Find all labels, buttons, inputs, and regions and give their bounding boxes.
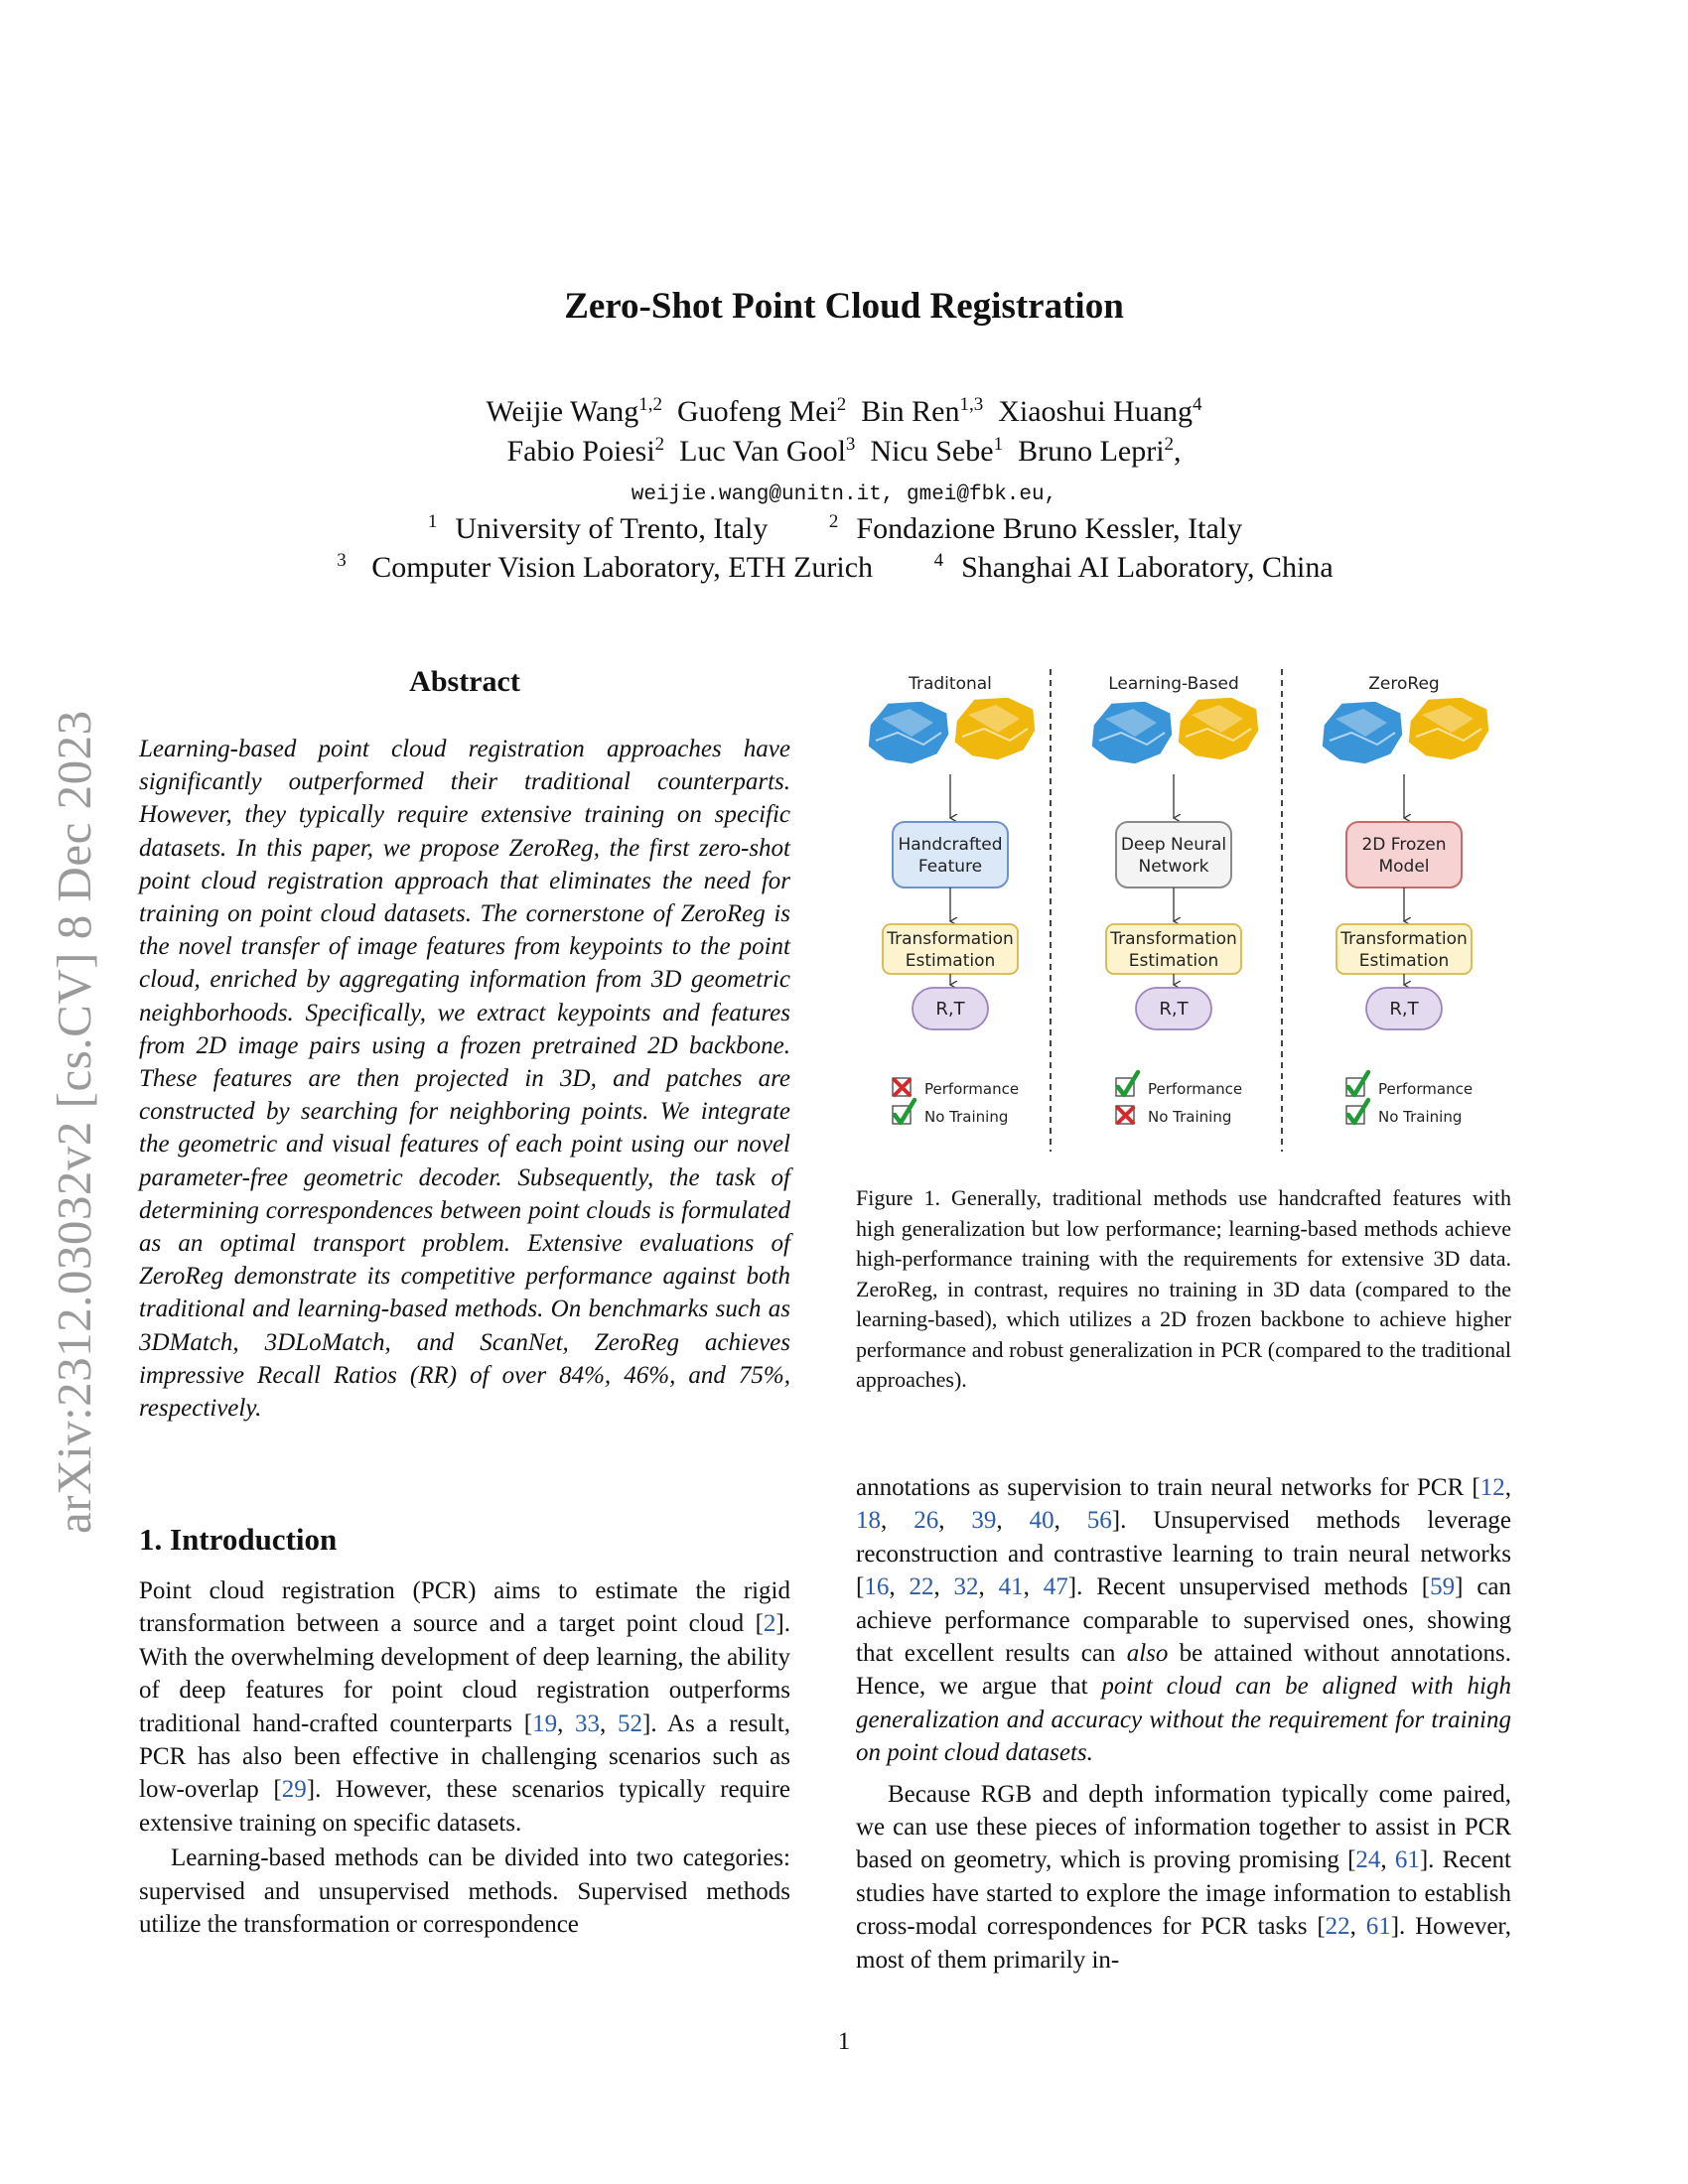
figure-1-diagram [856, 665, 1511, 1163]
affiliation: $^1$ University of Trento, Italy [427, 511, 769, 545]
author: Fabio Poiesi$^2$ [506, 434, 665, 468]
citation-link[interactable]: 19 [532, 1709, 558, 1737]
method-box-label: Handcrafted [898, 834, 1003, 855]
paragraph: Point cloud registration (PCR) aims to estimate the rigid transformation between a source and a target point cloud [2]. With the overwhelming development of deep learning, the ability of deep features for point cloud registration outperforms traditional hand-crafted counterparts [19, 33, 52]. As a result, PCR has also been effective in challenging scenarios such as low-overlap [29]. However, these scenarios typically require extensive training on specific datasets. [139, 1577, 791, 1837]
transformation-box-label: Transformation [887, 928, 1014, 949]
figure-column [868, 674, 1036, 1126]
no-training-label: No Training [924, 1108, 1009, 1126]
method-box [1346, 822, 1462, 887]
transformation-box-label: Estimation [905, 951, 996, 971]
author: Guofeng Mei$^2$ [676, 394, 847, 428]
citation-link[interactable]: 29 [281, 1776, 307, 1804]
performance-label: Performance [1378, 1080, 1474, 1098]
transformation-box-label: Estimation [1358, 951, 1450, 971]
citation-link[interactable]: 18 [856, 1507, 881, 1535]
rt-output-label: R,T [1389, 999, 1419, 1020]
citation-link[interactable]: 16 [864, 1573, 890, 1601]
citation-link[interactable]: 22 [909, 1573, 934, 1601]
paragraph: Learning-based methods can be divided into two categories: supervised and unsupervised methods. Supervised methods utilize the transformation or correspondence [139, 1844, 790, 1939]
method-box-label: 2D Frozen [1361, 834, 1447, 855]
contact-email: weijie.wang@unitn.it, gmei@fbk.eu, [631, 483, 1057, 506]
author: Bin Ren$^{1,3}$ [861, 394, 984, 428]
paragraph: Because RGB and depth information typically come paired, we can use these pieces of information together to assist in PCR based on geometry, which is proving promising [24, 61]. Recent studies have started to explore the image information to establish cross-modal correspondences for PCR tasks [22, 61]. However, most of them primarily in- [856, 1780, 1511, 1974]
introduction-body [139, 1574, 790, 1941]
column-label: Learning-Based [1108, 674, 1239, 694]
figure-1-caption: Figure 1. Generally, traditional methods use handcrafted features with high generalization but low performance; learning-based methods achieve high-performance training with the requirements for extensive 3D data. ZeroReg, in contrast, requires no training in 3D data (compared to the learning-based), which utilizes a 2D frozen backbone to achieve higher performance and robust generalization in PCR (compared to the traditional approaches). [856, 1185, 1511, 1392]
author: Xiaoshui Huang$^4$ [998, 394, 1202, 428]
method-box [1116, 822, 1231, 887]
citation-link[interactable]: 33 [575, 1709, 601, 1737]
method-box [893, 822, 1008, 887]
method-box-label: Feature [917, 857, 983, 877]
affiliation: $^2$ Fondazione Bruno Kessler, Italy [828, 511, 1243, 545]
transformation-box-label: Transformation [1340, 928, 1468, 949]
no-training-label: No Training [1378, 1108, 1463, 1126]
affiliation: $^3$ Computer Vision Laboratory, ETH Zurich [337, 550, 874, 584]
cross-icon [1116, 1106, 1134, 1124]
figure-column [1091, 674, 1259, 1126]
target-point-cloud [1178, 697, 1259, 760]
rt-output-label: R,T [935, 999, 965, 1020]
checkmark-icon [1116, 1072, 1138, 1096]
method-box-label: Network [1138, 857, 1209, 877]
author: Luc Van Gool$^3$ [679, 434, 856, 468]
method-box-label: Model [1378, 857, 1430, 877]
section-heading-introduction: 1. Introduction [139, 1522, 338, 1557]
page-number: 1 [837, 2028, 851, 2055]
checkmark-icon [893, 1100, 914, 1124]
citation-link[interactable]: 52 [618, 1709, 643, 1737]
citation-link[interactable]: 56 [1086, 1507, 1112, 1535]
transformation-box-label: Estimation [1128, 951, 1219, 971]
source-point-cloud [1322, 701, 1403, 764]
citation-link[interactable]: 24 [1355, 1846, 1381, 1874]
paragraph: annotations as supervision to train neural networks for PCR [12, 18, 26, 39, 40, 56]. Unsupervised methods leverage reconstruction and contrastive learning to train neural networks [16, 22, 32, 41, 47]. Recent unsupervised methods [59] can achieve performance comparable to supervised ones, showing that excellent results can also be attained without annotations. Hence, we argue that point cloud can be aligned with high generalization and accuracy without the requirement for training on point cloud datasets. [856, 1474, 1512, 1767]
author-line-2: Fabio Poiesi$^2$ Luc Van Gool$^3$ Nicu Sebe$^1$ Bruno Lepri$^2$, [506, 434, 1182, 468]
citation-link[interactable]: 39 [971, 1507, 997, 1535]
method-box-label: Deep Neural [1120, 834, 1227, 855]
citation-link[interactable]: 40 [1029, 1507, 1055, 1535]
source-point-cloud [868, 701, 949, 764]
performance-label: Performance [1148, 1080, 1243, 1098]
target-point-cloud [1408, 697, 1489, 760]
citation-link[interactable]: 41 [998, 1573, 1024, 1601]
citation-link[interactable]: 2 [763, 1610, 776, 1638]
affiliation: $^4$ Shanghai AI Laboratory, China [933, 550, 1334, 584]
citation-link[interactable]: 22 [1325, 1913, 1350, 1941]
author: Nicu Sebe$^1$ [870, 434, 1004, 468]
target-point-cloud [954, 697, 1036, 760]
affiliation-line-2 [0, 550, 1688, 585]
affiliation-line-1 [0, 511, 1688, 546]
source-point-cloud [1091, 701, 1173, 764]
abstract-text: Learning-based point cloud registration approaches have significantly outperformed their traditional counterparts. However, they typically require extensive training on specific datasets. In this paper, we propose ZeroReg, the first zero-shot point cloud registration approach that eliminates the need for training on point cloud datasets. The cornerstone of ZeroReg is the novel transfer of image features from keypoints to the point cloud, enriched by aggregating information from 3D geometric neighborhoods. Specifically, we extract keypoints and features from 2D image pairs using a frozen pretrained 2D backbone. These features are then projected in 3D, and patches are constructed by searching for neighboring points. We integrate the geometric and visual features of each point using our novel parameter-free geometric decoder. Subsequently, the task of determining correspondences between point clouds is formulated as an optimal transport problem. Extensive evaluations of ZeroReg demonstrate its competitive performance against both traditional and learning-based methods. On benchmarks such as 3DMatch, 3DLoMatch, and ScanNet, ZeroReg achieves impressive Recall Ratios (RR) of over 84%, 46%, and 75%, respectively. [139, 736, 790, 1423]
performance-label: Performance [924, 1080, 1020, 1098]
citation-link[interactable]: 12 [1479, 1474, 1505, 1501]
abstract-heading: Abstract [409, 665, 520, 698]
paper-title: Zero-Shot Point Cloud Registration [564, 286, 1124, 327]
author-line-1 [0, 394, 1688, 429]
author: Bruno Lepri$^2$ [1018, 434, 1175, 468]
citation-link[interactable]: 59 [1430, 1573, 1456, 1601]
no-training-label: No Training [1148, 1108, 1232, 1126]
citation-link[interactable]: 26 [914, 1507, 939, 1535]
author: Weijie Wang$^{1,2}$ [486, 394, 662, 428]
citation-link[interactable]: 61 [1365, 1913, 1391, 1941]
column-label: ZeroReg [1368, 674, 1440, 694]
column-label: Traditonal [909, 674, 992, 694]
checkmark-icon [1346, 1072, 1368, 1096]
citation-link[interactable]: 61 [1394, 1846, 1420, 1874]
figure-column [1322, 674, 1489, 1126]
checkmark-icon [1346, 1100, 1368, 1124]
arxiv-identifier: arXiv:2312.03032v2 [cs.CV] 8 Dec 2023 [47, 710, 101, 1534]
cross-icon [893, 1078, 911, 1096]
citation-link[interactable]: 47 [1043, 1573, 1068, 1601]
transformation-box-label: Transformation [1110, 928, 1237, 949]
rt-output-label: R,T [1159, 999, 1189, 1020]
citation-link[interactable]: 32 [953, 1573, 979, 1601]
right-column-body [856, 1471, 1511, 1977]
